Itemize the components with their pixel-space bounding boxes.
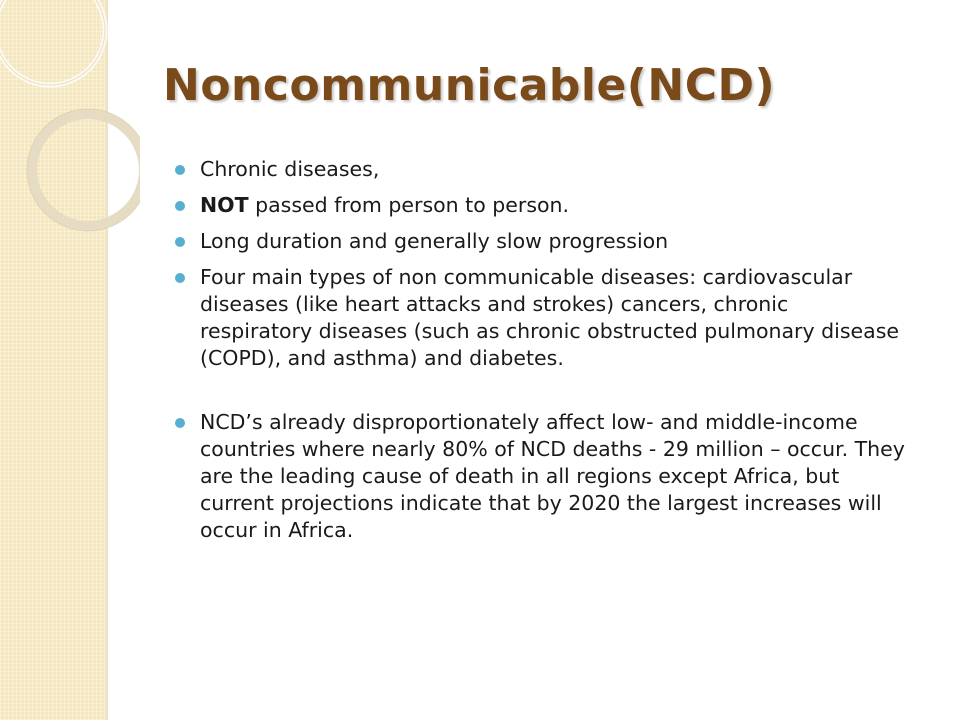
bullet-item <box>175 156 905 183</box>
bullet-text: Chronic diseases, <box>200 157 380 181</box>
bullet-dot-icon <box>175 418 185 428</box>
bullet-text: Four main types of non communicable diseases: cardiovascular diseases (like heart attacks and strokes) cancers, chronic respiratory diseases (such as chronic obstructed pulmonary disease (COPD), and asthma) and diabetes. <box>200 265 899 370</box>
bullet-item <box>175 228 905 255</box>
bullet-item <box>175 409 905 544</box>
bullet-text: NCD’s already disproportionately affect low- and middle-income countries where nearly 80% of NCD deaths - 29 million – occur. They are the leading cause of death in all regions except Africa, but current projections indicate that by 2020 the largest increases will occur in Africa. <box>200 410 905 542</box>
bullet-dot-icon <box>175 273 185 283</box>
bullet-item <box>175 192 905 219</box>
decorative-circles <box>0 0 140 260</box>
bullet-item <box>175 264 905 372</box>
bullet-text: Long duration and generally slow progression <box>200 229 669 253</box>
bullet-list <box>175 156 905 553</box>
bullet-bold-text: NOT <box>200 193 249 217</box>
slide-title: Noncommunicable(NCD) <box>163 60 776 111</box>
bullet-dot-icon <box>175 201 185 211</box>
bullet-dot-icon <box>175 165 185 175</box>
bullet-text: passed from person to person. <box>248 193 570 217</box>
bullet-dot-icon <box>175 237 185 247</box>
